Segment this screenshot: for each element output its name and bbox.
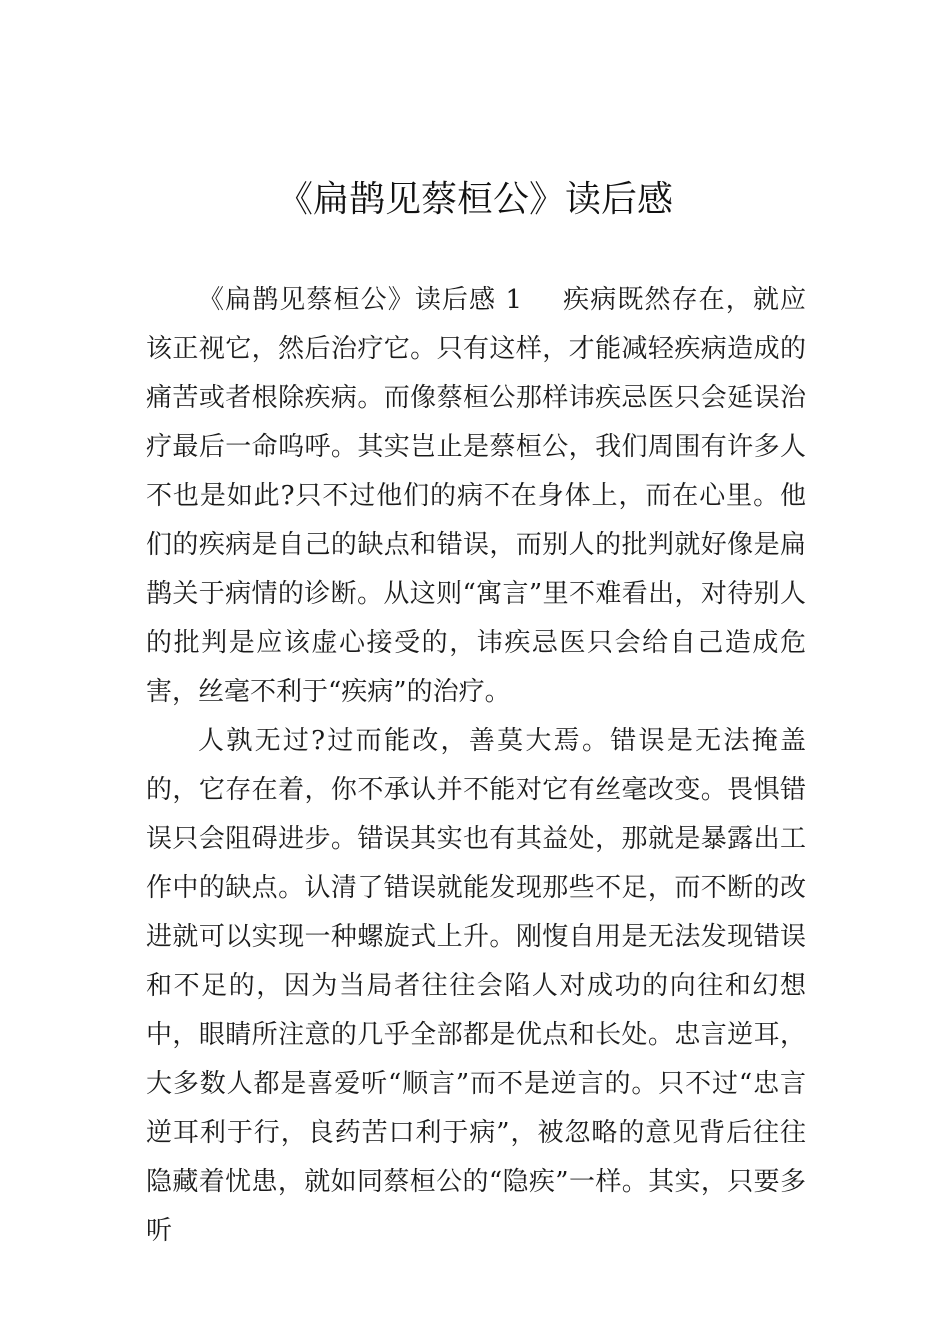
document-title: 《扁鹊见蔡桓公》读后感 [276, 179, 673, 220]
paragraph-2: 人孰无过?过而能改，善莫大焉。错误是无法掩盖的，它存在着，你不承认并不能对它有丝毫改变。畏惧错误只会阻碍进步。错误其实也有其益处，那就是暴露出工作中的缺点。认清了错误就能发现那些不足，而不断的改进就可以实现一种螺旋式上升。刚愎自用是无法发现错误和不足的，因为当局者往往会陷人对成功的向往和幻想中，眼睛所注意的几乎全部都是优点和长处。忠言逆耳，大多数人都是喜爱听“顺言”而不是逆言的。只不过“忠言逆耳利于行，良药苦口利于病”，被忽略的意见背后往往隐藏着忧患，就如同蔡桓公的“隐疾”一样。其实，只要多听 [146, 726, 806, 1246]
paragraph-1-text: 疾病既然存在，就应该正视它，然后治疗它。只有这样，才能减轻疾病造成的痛苦或者根除疾病。而像蔡桓公那样讳疾忌医只会延误治疗最后一命呜呼。其实岂止是蔡桓公，我们周围有许多人不也是如此?只不过他们的病不在身体上，而在心里。他们的疾病是自己的缺点和错误，而别人的批判就好像是扁鹊关于病情的诊断。从这则“寓言”里不难看出，对待别人的批判是应该虚心接受的，讳疾忌医只会给自己造成危害，丝毫不利于“疾病”的治疗。 [146, 285, 806, 707]
essay-label: 《扁鹊见蔡桓公》读后感 1 [198, 285, 523, 315]
document-body [146, 276, 806, 1256]
paragraph-1 [146, 276, 806, 717]
